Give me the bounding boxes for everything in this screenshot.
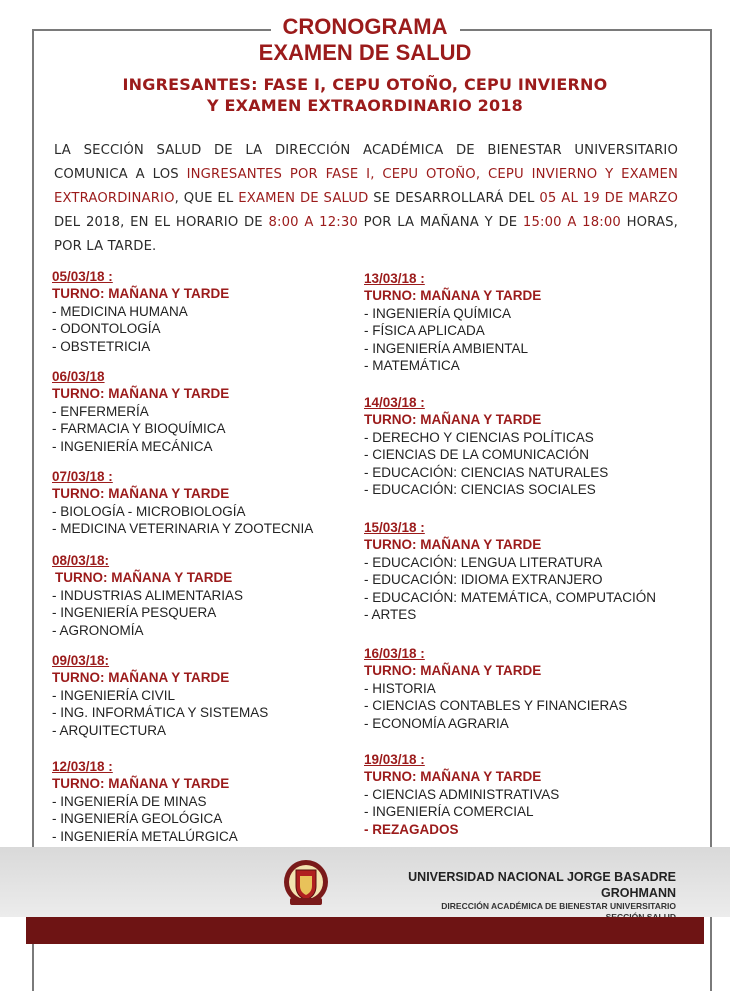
university-block: [334, 869, 676, 923]
day-date: 05/03/18 :: [52, 269, 113, 284]
list-item: - INGENIERÍA METALÚRGICA: [52, 828, 238, 844]
day-date: 06/03/18: [52, 369, 105, 384]
day-date: 13/03/18 :: [364, 271, 425, 286]
list-item: - INGENIERÍA QUÍMICA: [364, 305, 512, 321]
page-subtitle-2: Y EXAMEN EXTRAORDINARIO 2018: [206, 96, 523, 115]
day-date: 15/03/18 :: [364, 520, 425, 535]
page-title: CRONOGRAMA: [271, 14, 460, 40]
day-turno: TURNO: MAÑANA Y TARDE: [364, 288, 542, 304]
department-name: DIRECCIÓN ACADÉMICA DE BIENESTAR UNIVERSITARIO: [441, 901, 676, 911]
list-item: - ING. INFORMÁTICA Y SISTEMAS: [52, 705, 269, 721]
list-item: - INGENIERÍA GEOLÓGICA: [52, 811, 223, 827]
header: [0, 14, 730, 116]
list-item: - FARMACIA Y BIOQUÍMICA: [52, 421, 226, 437]
footer-bar: [26, 917, 704, 944]
day-date: 07/03/18 :: [52, 469, 113, 484]
schedule-day: [52, 652, 268, 739]
schedule-day: [364, 270, 541, 374]
list-item: - CIENCIAS DE LA COMUNICACIÓN: [364, 447, 590, 463]
day-turno: TURNO: MAÑANA Y TARDE: [364, 412, 542, 428]
day-turno: TURNO: MAÑANA Y TARDE: [364, 769, 542, 785]
day-date: 09/03/18:: [52, 653, 110, 668]
list-item: - HISTORIA: [364, 680, 436, 696]
list-item: - EDUCACIÓN: LENGUA LITERATURA: [364, 554, 603, 570]
university-name: UNIVERSIDAD NACIONAL JORGE BASADRE GROHMANN: [408, 870, 676, 900]
schedule-day: [364, 645, 627, 732]
list-item: - OBSTETRICIA: [52, 338, 151, 354]
day-date: 14/03/18 :: [364, 395, 425, 410]
list-item: - REZAGADOS: [364, 821, 459, 837]
page-subtitle: INGRESANTES: FASE I, CEPU OTOÑO, CEPU INVIERNO: [122, 75, 608, 94]
day-date: 08/03/18:: [52, 553, 110, 568]
list-item: - INGENIERÍA PESQUERA: [52, 605, 217, 621]
list-item: - INGENIERÍA DE MINAS: [52, 793, 207, 809]
list-item: - MEDICINA VETERINARIA Y ZOOTECNIA: [52, 521, 314, 537]
list-item: - EDUCACIÓN: IDIOMA EXTRANJERO: [364, 572, 603, 588]
day-turno: TURNO: MAÑANA Y TARDE: [52, 776, 230, 792]
day-turno: TURNO: MAÑANA Y TARDE: [52, 386, 230, 402]
list-item: - AGRONOMÍA: [52, 622, 144, 638]
day-turno: TURNO: MAÑANA Y TARDE: [52, 670, 230, 686]
day-turno: TURNO: MAÑANA Y TARDE: [52, 486, 230, 502]
schedule-day: [52, 552, 243, 639]
list-item: - MEDICINA HUMANA: [52, 303, 188, 319]
list-item: - CIENCIAS CONTABLES Y FINANCIERAS: [364, 698, 628, 714]
day-turno: TURNO: MAÑANA Y TARDE: [55, 570, 233, 586]
intro-paragraph: LA SECCIÓN SALUD DE LA DIRECCIÓN ACADÉMICA DE BIENESTAR UNIVERSITARIO COMUNICA A LOS INGRESANTES POR FASE I, CEPU OTOÑO, CEPU INVIERNO Y EXAMEN EXTRAORDINARIO, QUE EL EXAMEN DE SALUD SE DESARROLLARÁ DEL 05 AL 19 DE MARZO DEL 2018, EN EL HORARIO DE 8:00 A 12:30 POR LA MAÑANA Y DE 15:00 A 18:00 HORAS, POR LA TARDE.: [54, 143, 679, 254]
day-date: 19/03/18 :: [364, 752, 425, 767]
list-item: - DERECHO Y CIENCIAS POLÍTICAS: [364, 429, 594, 445]
list-item: - FÍSICA APLICADA: [364, 323, 485, 339]
list-item: - EDUCACIÓN: MATEMÁTICA, COMPUTACIÓN: [364, 589, 657, 605]
list-item: - ARQUITECTURA: [52, 722, 167, 738]
schedule-day: [364, 519, 656, 623]
list-item: - BIOLOGÍA - MICROBIOLOGÍA: [52, 503, 246, 519]
day-turno: TURNO: MAÑANA Y TARDE: [364, 537, 542, 553]
list-item: - CIENCIAS ADMINISTRATIVAS: [364, 786, 560, 802]
schedule-day: [52, 268, 229, 355]
day-date: 16/03/18 :: [364, 646, 425, 661]
day-turno: TURNO: MAÑANA Y TARDE: [364, 663, 542, 679]
schedule-day: [52, 368, 229, 455]
list-item: - INGENIERÍA CIVIL: [52, 687, 176, 703]
list-item: - MATEMÁTICA: [364, 358, 460, 374]
schedule-day: [364, 751, 559, 838]
day-date: 12/03/18 :: [52, 759, 113, 774]
day-turno: TURNO: MAÑANA Y TARDE: [52, 286, 230, 302]
list-item: - INGENIERÍA COMERCIAL: [364, 804, 534, 820]
list-item: - ECONOMÍA AGRARIA: [364, 715, 509, 731]
list-item: - INDUSTRIAS ALIMENTARIAS: [52, 587, 244, 603]
list-item: - INGENIERÍA AMBIENTAL: [364, 340, 529, 356]
list-item: - ARTES: [364, 607, 417, 623]
university-seal-icon: [282, 856, 330, 910]
schedule-day: [52, 468, 313, 538]
schedule-day: [52, 758, 238, 845]
schedule-day: [364, 394, 608, 498]
list-item: - ODONTOLOGÍA: [52, 321, 161, 337]
list-item: - ENFERMERÍA: [52, 403, 149, 419]
page-title-2: EXAMEN DE SALUD: [247, 40, 484, 66]
list-item: - EDUCACIÓN: CIENCIAS SOCIALES: [364, 482, 596, 498]
list-item: - INGENIERÍA MECÁNICA: [52, 438, 213, 454]
list-item: - EDUCACIÓN: CIENCIAS NATURALES: [364, 464, 609, 480]
